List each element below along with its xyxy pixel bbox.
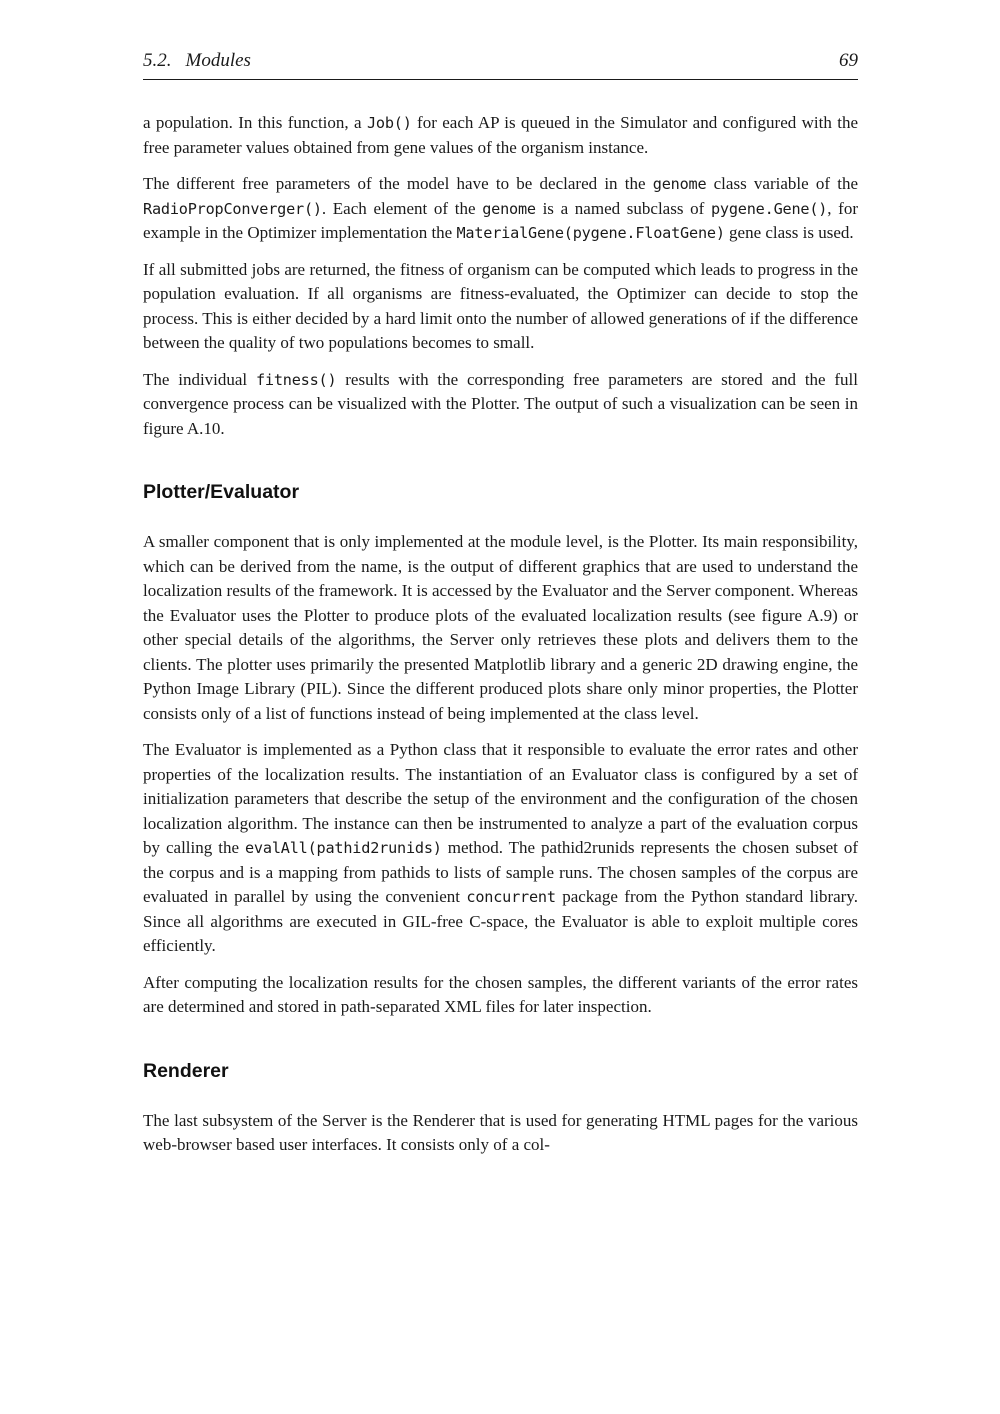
text-run: The different free parameters of the model have to be declared in the: [143, 174, 653, 193]
section-heading: Plotter/Evaluator: [143, 481, 300, 503]
inline-code: RadioPropConverger(): [143, 199, 322, 218]
paragraph: [143, 971, 858, 1020]
paragraph: [143, 1109, 858, 1158]
text-run: a population. In this function, a: [143, 113, 367, 132]
inline-code: genome: [652, 175, 707, 193]
inline-code: evalAll(pathid2runids): [244, 839, 442, 857]
inline-code: fitness(): [255, 370, 337, 389]
text-run: The last subsystem of the Server is the Renderer that is used for generating HTML pages for the various web-browser based user interfaces. It consists only of a col-: [143, 1110, 858, 1154]
paragraph: [143, 258, 858, 356]
running-header: [143, 50, 858, 80]
inline-code: concurrent: [466, 888, 556, 906]
section-number: 5.2.: [143, 50, 172, 71]
section-title: Modules: [185, 50, 251, 71]
text-run: for each AP is queued in the Simulator and configured with the free parameter values obtained from gene values of the organism instance.: [143, 113, 858, 157]
text-run: A smaller component that is only implemented at the module level, is the Plotter. Its main responsibility, which can be derived from the name, is the output of different graphics that are used to understand the localization results of the framework. It is accessed by the Evaluator and the Server component. Whereas the Evaluator uses the Plotter to produce plots of the evaluated localization results (see figure A.9) or other special details of the algorithms, the Server only retrieves these plots and delivers them to the clients. The plotter uses primarily the presented Matplotlib library and a generic 2D drawing engine, the Python Image Library (PIL). Since the different produced plots share only minor properties, the Plotter consists only of a list of functions instead of being implemented at the class level.: [143, 532, 858, 723]
paragraph: [143, 738, 858, 959]
text-run: The individual: [143, 369, 256, 389]
text-run: After computing the localization results for the chosen samples, the different variants of the error rates are determined and stored in path-separated XML files for later inspection.: [143, 972, 858, 1016]
page-number: 69: [839, 50, 858, 71]
text-run: , for example in the Optimizer implementation the: [143, 198, 858, 242]
inline-code: genome: [482, 199, 536, 218]
inline-code: pygene.Gene(): [710, 199, 828, 218]
text-run: . Each element of the: [321, 198, 483, 218]
text-run: method. The pathid2runids represents the chosen subset of the corpus and is a mapping from pathids to lists of sample runs. The chosen samples of the corpus are evaluated in parallel by using the convenient: [143, 838, 859, 906]
paragraph: [143, 530, 858, 726]
paragraph: [143, 368, 858, 442]
text-run: results with the corresponding free parameters are stored and the full convergence process can be visualized with the Plotter. The output of such a visualization can be seen in figure A.10.: [143, 369, 858, 438]
text-run: If all submitted jobs are returned, the fitness of organism can be computed which leads to progress in the population evaluation. If all organisms are fitness-evaluated, the Optimizer can decide to stop the process. This is either decided by a hard limit onto the number of allowed generations of if the difference between the quality of two populations becomes to small.: [143, 259, 858, 352]
text-run: class variable of the: [706, 174, 858, 193]
inline-code: MaterialGene(pygene.FloatGene): [456, 224, 725, 242]
text-run: package from the Python standard library. Since all algorithms are executed in GIL-free C-space, the Evaluator is able to exploit multiple cores efficiently.: [143, 887, 858, 955]
inline-code: Job(): [366, 114, 412, 132]
running-header-left: [143, 50, 251, 72]
text-run: The Evaluator is implemented as a Python class that it responsible to evaluate the error rates and other properties of the localization results. The instantiation of an Evaluator class is configured by a set of initialization parameters that describe the setup of the environment and the configuration of the chosen localization algorithm. The instance can then be instrumented to analyze a part of the evaluation corpus by calling the: [143, 740, 858, 857]
text-run: is a named subclass of: [535, 198, 711, 218]
section-heading: Renderer: [143, 1059, 229, 1082]
page-content: [143, 111, 858, 1158]
paragraph: [143, 172, 858, 246]
text-run: gene class is used.: [724, 223, 854, 242]
paragraph: [143, 111, 858, 160]
